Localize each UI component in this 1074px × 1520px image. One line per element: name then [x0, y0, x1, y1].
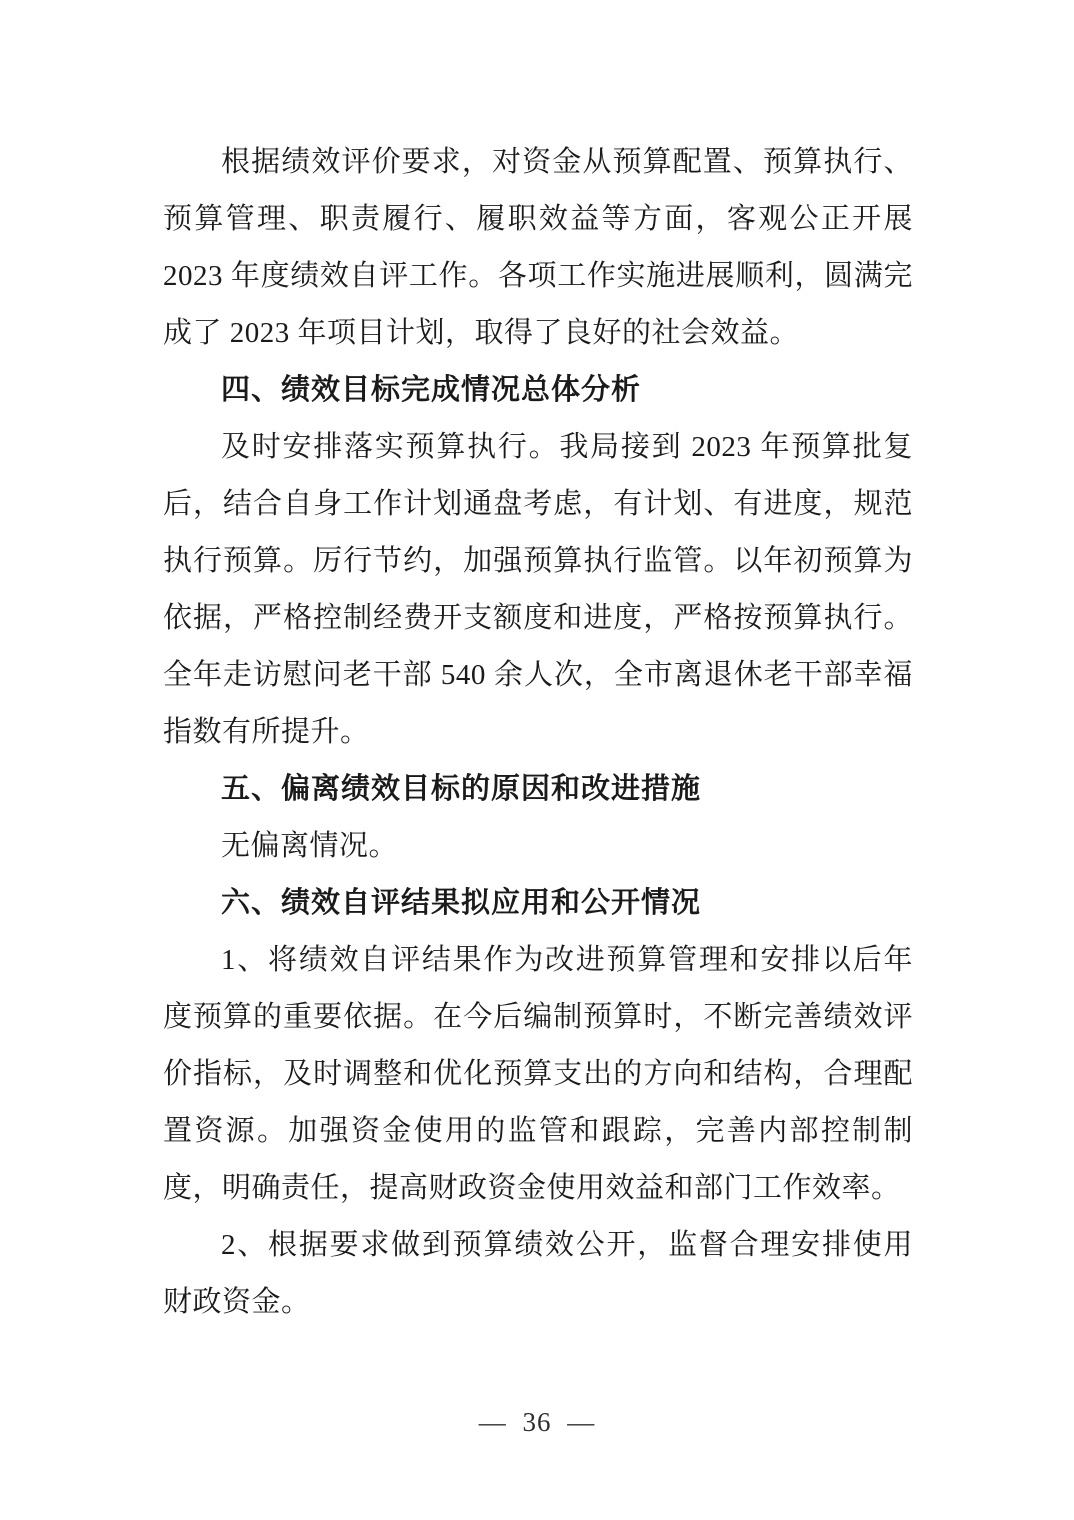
paragraph-section-six-item-2: 2、根据要求做到预算绩效公开，监督合理安排使用财政资金。	[163, 1229, 913, 1318]
heading-section-six: 六、绩效自评结果拟应用和公开情况	[221, 887, 702, 919]
heading-section-four: 四、绩效目标完成情况总体分析	[221, 374, 642, 406]
paragraph-self-evaluation-summary: 根据绩效评价要求，对资金从预算配置、预算执行、预算管理、职责履行、履职效益等方面，客观公正开展 2023 年度绩效自评工作。各项工作实施进展顺利，圆满完成了 2023 年项目计划，取得了良好的社会效益。	[163, 146, 913, 349]
paragraph-section-six-item-1: 1、将绩效自评结果作为改进预算管理和安排以后年度预算的重要依据。在今后编制预算时，不断完善绩效评价指标，及时调整和优化预算支出的方向和结构，合理配置资源。加强资金使用的监管和跟踪，完善内部控制制度，明确责任，提高财政资金使用效益和部门工作效率。	[163, 944, 913, 1204]
document-content	[163, 134, 913, 1331]
paragraph-section-five-no-deviation: 无偏离情况。	[221, 830, 399, 862]
page-footer	[0, 1406, 1074, 1438]
heading-section-five: 五、偏离绩效目标的原因和改进措施	[221, 773, 702, 805]
paragraph-section-four-analysis: 及时安排落实预算执行。我局接到 2023 年预算批复后，结合自身工作计划通盘考虑，有计划、有进度，规范执行预算。厉行节约，加强预算执行监管。以年初预算为依据，严格控制经费开支额度和进度，严格按预算执行。全年走访慰问老干部 540 余人次，全市离退休老干部幸福指数有所提升。	[163, 431, 913, 748]
page-number: — 36 —	[478, 1407, 596, 1437]
